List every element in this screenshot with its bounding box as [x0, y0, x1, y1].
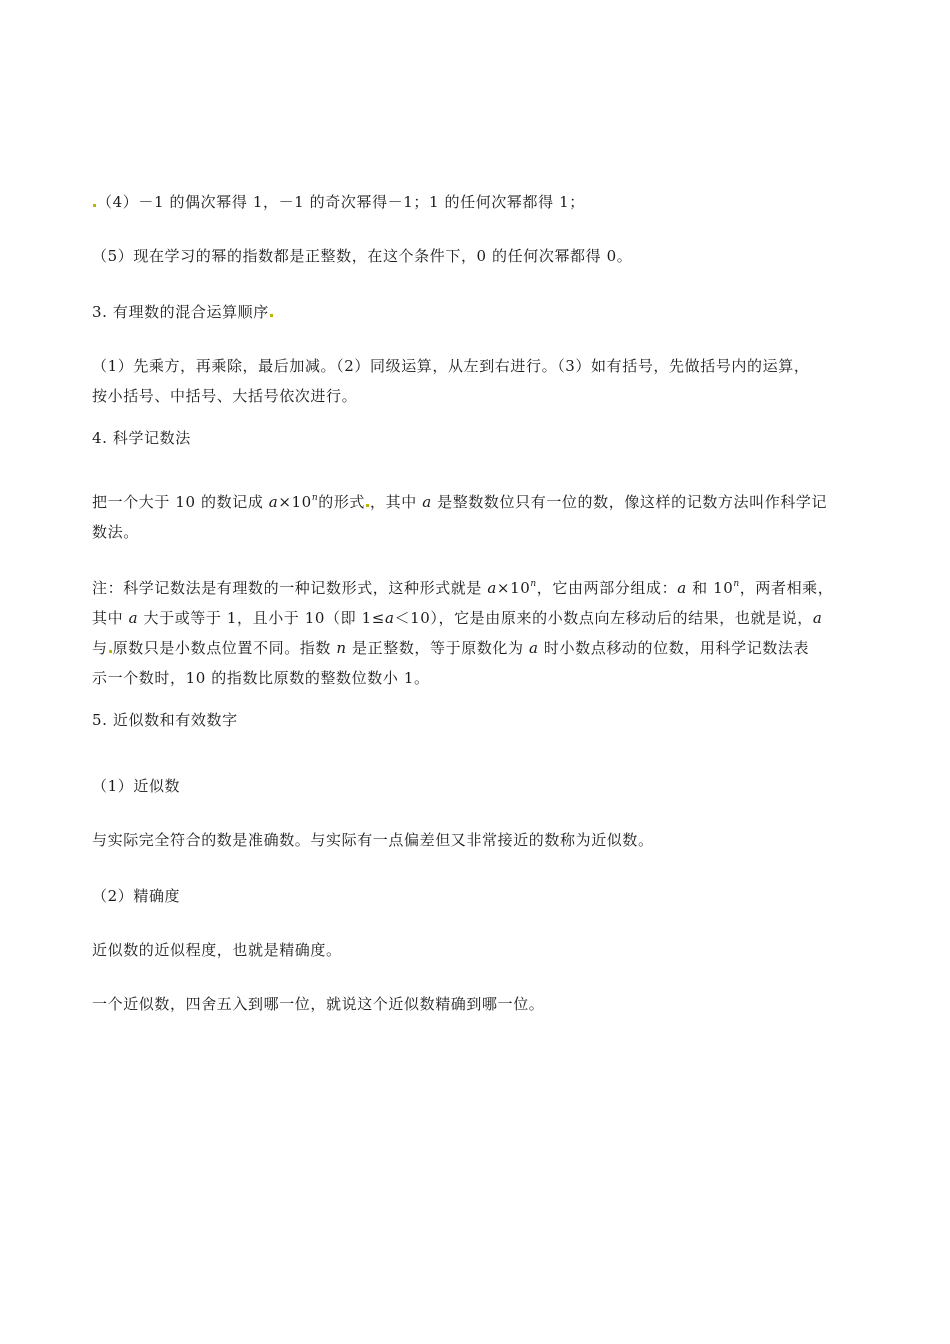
- paragraph-sci-def-line-2: 数法。: [92, 523, 139, 541]
- paragraph-power-rule-4: （4）－1 的偶次幂得 1，－1 的奇次幂得－1；1 的任何次幂都得 1；: [92, 192, 862, 212]
- paragraph-order-line-1: （1）先乘方，再乘除，最后加减。（2）同级运算，从左到右进行。（3）如有括号，先做括号内的运算，: [92, 357, 810, 375]
- marker-dot: [270, 314, 273, 317]
- marker-dot: [366, 504, 369, 507]
- marker-dot: [93, 204, 96, 207]
- paragraph-precision-def: 近似数的近似程度，也就是精确度。: [92, 941, 342, 959]
- note-line-4: 示一个数时，10 的指数比原数的整数位数小 1。: [92, 669, 430, 687]
- paragraph-rounding: 一个近似数，四舍五入到哪一位，就说这个近似数精确到哪一位。: [92, 995, 545, 1013]
- subheading-precision: （2）精确度: [92, 887, 181, 905]
- note-line-1: 注：科学记数法是有理数的一种记数形式，这种形式就是 $a\times 10^n$，它由两部分组成：a 和 10$^n$，两者相乘，: [92, 579, 834, 597]
- paragraph-approximate-def: 与实际完全符合的数是准确数。与实际有一点偏差但又非常接近的数称为近似数。: [92, 831, 654, 849]
- heading-order-of-operations: 3. 有理数的混合运算顺序: [92, 302, 862, 322]
- note-line-2: 其中 a 大于或等于 1，且小于 10（即 1≤a＜10），它是由原来的小数点向左移动后的结果，也就是说，a: [92, 609, 823, 627]
- paragraph-sci-def-line-1: 把一个大于 10 的数记成 $a\times 10^n$的形式 ，其中 a 是整数数位只有一位的数，像这样的记数方法叫作科学记: [92, 493, 828, 511]
- paragraph-order-line-2: 按小括号、中括号、大括号依次进行。: [92, 387, 358, 405]
- heading-scientific-notation: 4. 科学记数法: [92, 429, 191, 447]
- marker-dot: [109, 650, 112, 653]
- subheading-approximate: （1）近似数: [92, 777, 181, 795]
- paragraph-power-rule-5: （5）现在学习的幂的指数都是正整数，在这个条件下，0 的任何次幂都得 0。: [92, 247, 633, 265]
- note-line-3: 与 原数只是小数点位置不同。指数 n 是正整数，等于原数化为 a 时小数点移动的位数，用科学记数法表: [92, 639, 810, 657]
- heading-approximate-numbers: 5. 近似数和有效数字: [92, 711, 238, 729]
